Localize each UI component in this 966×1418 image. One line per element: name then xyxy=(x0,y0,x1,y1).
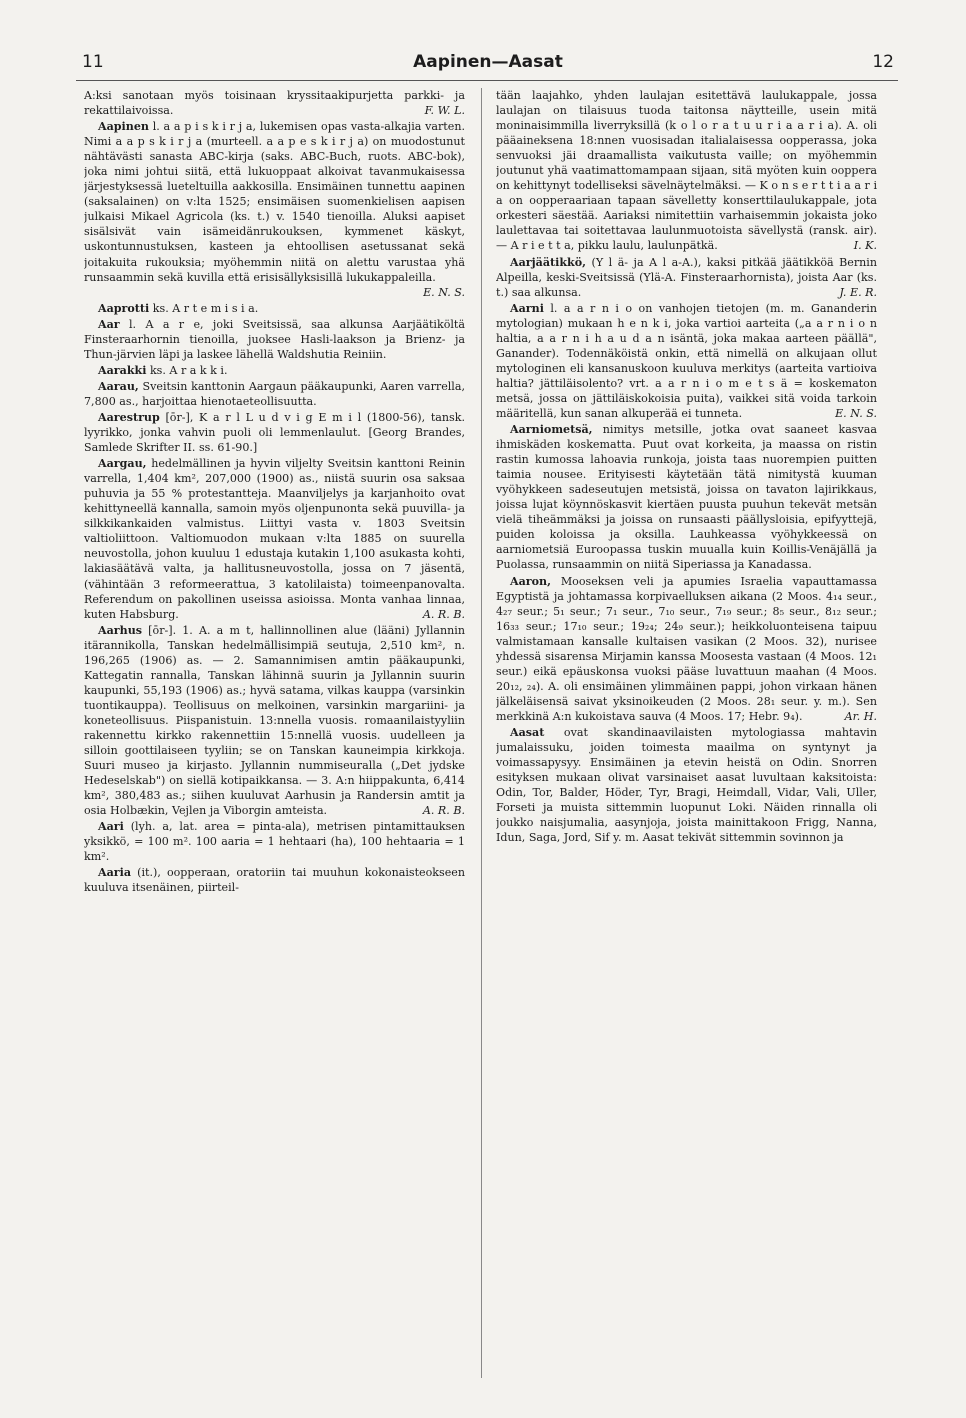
continued-text xyxy=(496,88,877,254)
column-divider xyxy=(481,88,482,1378)
page-number-right: 12 xyxy=(872,52,894,72)
entry-headword: Aarhus xyxy=(98,623,143,637)
entry-headword: Aapinen xyxy=(98,120,149,134)
entry-text: ovat skandinaavilaisten mytologiassa mahtavin jumalaissuku, joiden toimesta maailma on syntynyt ja voimassapysyy. Ensimäinen ja etevin heistä on Odin. Snorren esityksen mukaan olivat varsinaiset aasat luvultaan kaksitoista: Odin, Tor, Balder, Höder, Tyr, Bragi, Heimdall, Vidar, Vali, Uller, Forseti ja muista sittemmin luopunut Loki. Näiden rinnalla oli joukko naisjumalia, aasynjoja, joista mainittakoon Frigg, Nanna, Idun, Saga, Jord, Sif y. m. Aasat tekivät sittemmin sovinnon ja xyxy=(496,725,877,845)
article-entry xyxy=(84,363,465,378)
entry-text: [ōr-]. 1. A. a m t, hallinnollinen alue (lääni) Jyllannin itärannikolla, Tanskan hedelmällisimpiä seutuja, 2,510 km², n. 196,265 (1906) as. — 2. Samannimisen amtin pääkaupunki, Kattegatin rannalla, Tanskan lähinnä suurin ja Jyllannin suurin kaupunki, 55,193 (1906) as.; hyvä satama, vilkas kauppa (varsinkin tuontikauppa). Teollisuus on melkoinen, varsinkin margariini- ja koneteollisuus. Piispanistuin. 13:nnella vuosis. romaanilaistyyliin rakennettu kirkko rakennettiin 15:nnellä vuosis. uudelleen ja silloin goottilaiseen tyyliin; se on Tanskan kauneimpia kirkkoja. Suuri museo ja kirjasto. Jyllannin nummiseuralla („Det jydske Hedeselskab") on siellä kotipaikkansa. — 3. A:n hiippakunta, 6,414 km², 380,483 as.; siihen kuuluvat Aarhusin ja Randersin amtit ja osia Holbækin, Vejlen ja Viborgin amteista. xyxy=(84,623,465,818)
article-entry xyxy=(84,317,465,362)
article-entry xyxy=(496,255,877,300)
article-entry xyxy=(84,456,465,622)
article-entry xyxy=(84,410,465,455)
header-rule xyxy=(76,80,898,81)
entry-headword: Aaria xyxy=(98,866,132,880)
author-signature: A. R. B. xyxy=(422,607,465,621)
entry-text: Mooseksen veli ja apumies Israelia vapauttamassa Egyptistä ja johtamassa korpivaelluksen aikana (2 Moos. 4₁₄ seur., 4₂₇ seur.; 5₁ seur.; 7₁ seur., 7₁₀ seur., 7₁₉ seur.; 8₅ seur., 8₁₂ seur.; 16₃₃ seur.; 17₁₀ seur.; 19₂₄; 24₉ seur.); heikkoluonteisena taipuu valmistamaan kansalle kultaisen vasikan (2 Moos. 32), nurisee yhdessä sisarensa Mirjamin kanssa Moosesta vastaan (4 Moos. 12₁ seur.) eikä epäuskonsa vuoksi pääse luvattuun maahan (4 Moos. 20₁₂, ₂₄). A. oli ensimäinen ylimmäinen pappi, johon virkaan hänen jälkeläisensä saivat yksinoikeuden (2 Moos. 28₁ seur. y. m.). Sen merkkinä A:n kukoistava sauva (4 Moos. 17; Hebr. 9₄). xyxy=(496,574,877,723)
entry-text: [ōr-], K a r l L u d v i g E m i l (1800-56), tansk. lyyrikko, jonka vahvin puoli oli lemmenlaulut. [Georg Brandes, Samlede Skrifter II. ss. 61-90.] xyxy=(84,410,465,455)
entry-text: Sveitsin kanttonin Aargaun pääkaupunki, Aaren varrella, 7,800 as., harjoittaa hienotaeteollisuutta. xyxy=(84,379,465,408)
entry-headword: Aar xyxy=(98,317,120,331)
author-signature: J. E. R. xyxy=(839,285,877,299)
entry-text: (it.), oopperaan, oratoriin tai muuhun kokonaisteokseen kuuluva itsenäinen, piirteil- xyxy=(84,866,465,895)
entry-text: l. a a r n i o on vanhojen tietojen (m. m. Gananderin mytologian) mukaan h e n k i, joka vartioi aarteita („a a r n i o n haltia, a a r n i h a u d a n isäntä, joka makaa aarteen päällä", Ganander). Todennäköistä onkin, että nimellä on alkujaan ollut mytologinen eli kansanuskoon kuuluva merkitys (aarteita vartioiva haltia? jättiläisolento? vrt. a a r n i o m e t s ä = koskematon metsä, jossa on jättiläiskokoisia puita), vaikkei sitä voida tarkoin määritellä, kun sanan alkuperää ei tunneta. xyxy=(496,301,877,420)
author-signature: E. N. S. xyxy=(835,406,877,420)
entry-text: hedelmällinen ja hyvin viljelty Sveitsin kanttoni Reinin varrella, 1,404 km², 207,000 (1900) as., niistä suurin osa saksaa puhuvia ja 55 % protestantteja. Maanviljelys ja karjanhoito ovat kehittyneellä kannalla, samoin myös oljenpunonta sekä puuvilla- ja silkkikankaiden valmistus. Liittyi vasta v. 1803 Sveitsin valtioliittoon. Valtiomuodon mukaan v:lta 1885 on suurella neuvostolla, johon kuuluu 1 edustaja kutakin 1,100 asukasta kohti, lakiasäätävä valta, ja hallitusneuvostolla, jossa on 7 jäsentä, (vähintään 3 reformeerattua, 3 katolilaista) toimeenpanovalta. Referendum on pakollinen useissa asioissa. Monta vanhaa linnaa, kuten Habsburg. xyxy=(84,457,465,621)
author-signature: A. R. B. xyxy=(422,804,465,818)
entry-text: ks. A r a k k i. xyxy=(146,363,228,377)
entry-headword: Aargau, xyxy=(98,457,147,471)
entry-headword: Aarau, xyxy=(98,379,139,393)
article-entry xyxy=(84,819,465,864)
entry-headword: Aasat xyxy=(510,725,545,739)
author-signature: I. K. xyxy=(853,239,877,253)
entry-text: (Y l ä- ja A l a-A.), kaksi pitkää jäätikköä Bernin Alpeilla, keski-Sveitsissä (Ylä-A. Finsteraarhornista), joista Aar (ks. t.) saa alkunsa. xyxy=(496,255,877,299)
article-entry xyxy=(84,623,465,819)
entry-headword: Aaron, xyxy=(510,574,551,588)
article-entry xyxy=(84,119,465,300)
entry-text: (lyh. a, lat. area = pinta-ala), metrisen pintamittauksen yksikkö, = 100 m². 100 aaria = 1 hehtaari (ha), 100 hehtaaria = 1 km². xyxy=(84,820,465,864)
entry-text: nimitys metsille, jotka ovat saaneet kasvaa ihmiskäden koskematta. Puut ovat korkeita, ja maassa on ristin rastin kumossa lahoavia runkoja, joista taas nuorempien puitten taimia nousee. Erityisesti käytetään tätä nimitystä kuuman vyöhykkeen sadeseutujen metsistä, joissa on tavaton lajirikkaus, joissa lujat köynnöskasvit kiertäen puusta puuhun tekevät metsän vielä tiheämmäksi ja joissa on runsaasti päällysloisia, epifyyttejä, puiden koloissa ja oksilla. Lauhkeassa vyöhykkeessä on aarniometsiä Euroopassa tuskin muualla kuin Koillis-Venäjällä ja Puolassa, runsaammin on niitä Siperiassa ja Kanadassa. xyxy=(496,423,877,572)
entry-headword: Aarestrup xyxy=(98,410,160,424)
author-signature: Ar. H. xyxy=(844,709,877,723)
article-entry xyxy=(84,379,465,409)
article-entry xyxy=(84,301,465,316)
entry-text: l. a a p i s k i r j a, lukemisen opas vasta-alkajia varten. Nimi a a p s k i r j a (murteell. a a p e s k i r j a) on muodostunut nähtävästi sanasta ABC-kirja (saks. ABC-Buch, ruots. ABC-bok), joka nimi johtui siitä, että lukuoppaat alkoivat tavanmukaisessa järjestyksessä lueteltuilla aakkosilla. Ensimäinen tunnettu aapinen (saksalainen) on v:lta 1525; ensimäisen suomenkielisen aapisen julkaisi Mikael Agricola (ks. t.) v. 1540 tienoilla. Aluksi aapiset sisälsivät vain isämeidänrukouksen, kymmenet käskyt, uskontunnustuksen, kasteen ja ehtoollisen asetussanat sekä joitakuita rukouksia; myöhemmin niitä on alettu varustaa yhä runsaammin sekä kuvilla että erisisällyksisillä lukukappaleilla. xyxy=(84,120,465,284)
article-entry xyxy=(496,301,877,421)
page-header xyxy=(82,52,894,78)
entry-headword: Aarakki xyxy=(98,363,147,377)
author-signature: E. N. S. xyxy=(423,285,465,299)
entry-headword: Aarni xyxy=(510,301,544,315)
article-entry xyxy=(496,422,877,572)
entry-headword: Aarniometsä, xyxy=(510,423,593,437)
entry-text: A:ksi sanotaan myös toisinaan kryssitaakipurjetta parkki- ja rekattilaivoissa. xyxy=(84,89,465,118)
entry-text: l. A a r e, joki Sveitsissä, saa alkunsa Aarjäätiköltä Finsteraarhornin tienoilla, juoksee Hasli-laakson ja Brienz- ja Thun-järvien läpi ja laskee lähellä Waldshutia Reiniin. xyxy=(84,317,465,361)
article-entry xyxy=(84,865,465,895)
entry-headword: Aaprotti xyxy=(98,301,150,315)
entry-text: tään laajahko, yhden laulajan esitettävä laulukappale, jossa laulajan on tilaisuus tuoda taitonsa näytteille, usein mitä moninaisimmilla liverryksillä (k o l o r a t u u r i a a r i a). A. oli pääaineksena 18:nnen vuosisadan italialaisessa oopperassa, joka senvuoksi jäi draamallista vaikutusta vaille; on myöhemmin joutunut yhä vaatimattomampaan sijaan, sitä myöten kuin ooppera on kehittynyt todelliseksi sävelnäytelmäksi. — K o n s e r t t i a a r i a on oopperaariaan tapaan sävelletty konserttilaulukappale, jota orkesteri säestää. Aariaksi nimitettiin varhaisemmin jokaista joko laulettavaa tai soitettavaa laulunmuotoista sävellystä (ransk. air). — A r i e t t a, pikku laulu, laulunpätkä. xyxy=(496,89,877,253)
article-entry xyxy=(496,725,877,845)
author-signature: F. W. L. xyxy=(424,104,465,118)
entry-headword: Aari xyxy=(98,820,124,834)
right-column xyxy=(496,88,877,1388)
continued-text xyxy=(84,88,465,118)
entry-text: ks. A r t e m i s i a. xyxy=(149,301,259,315)
running-title: Aapinen—Aasat xyxy=(413,52,563,72)
page-number-left: 11 xyxy=(82,52,104,72)
article-entry xyxy=(496,574,877,724)
left-column xyxy=(84,88,465,1388)
entry-headword: Aarjäätikkö, xyxy=(510,255,587,269)
